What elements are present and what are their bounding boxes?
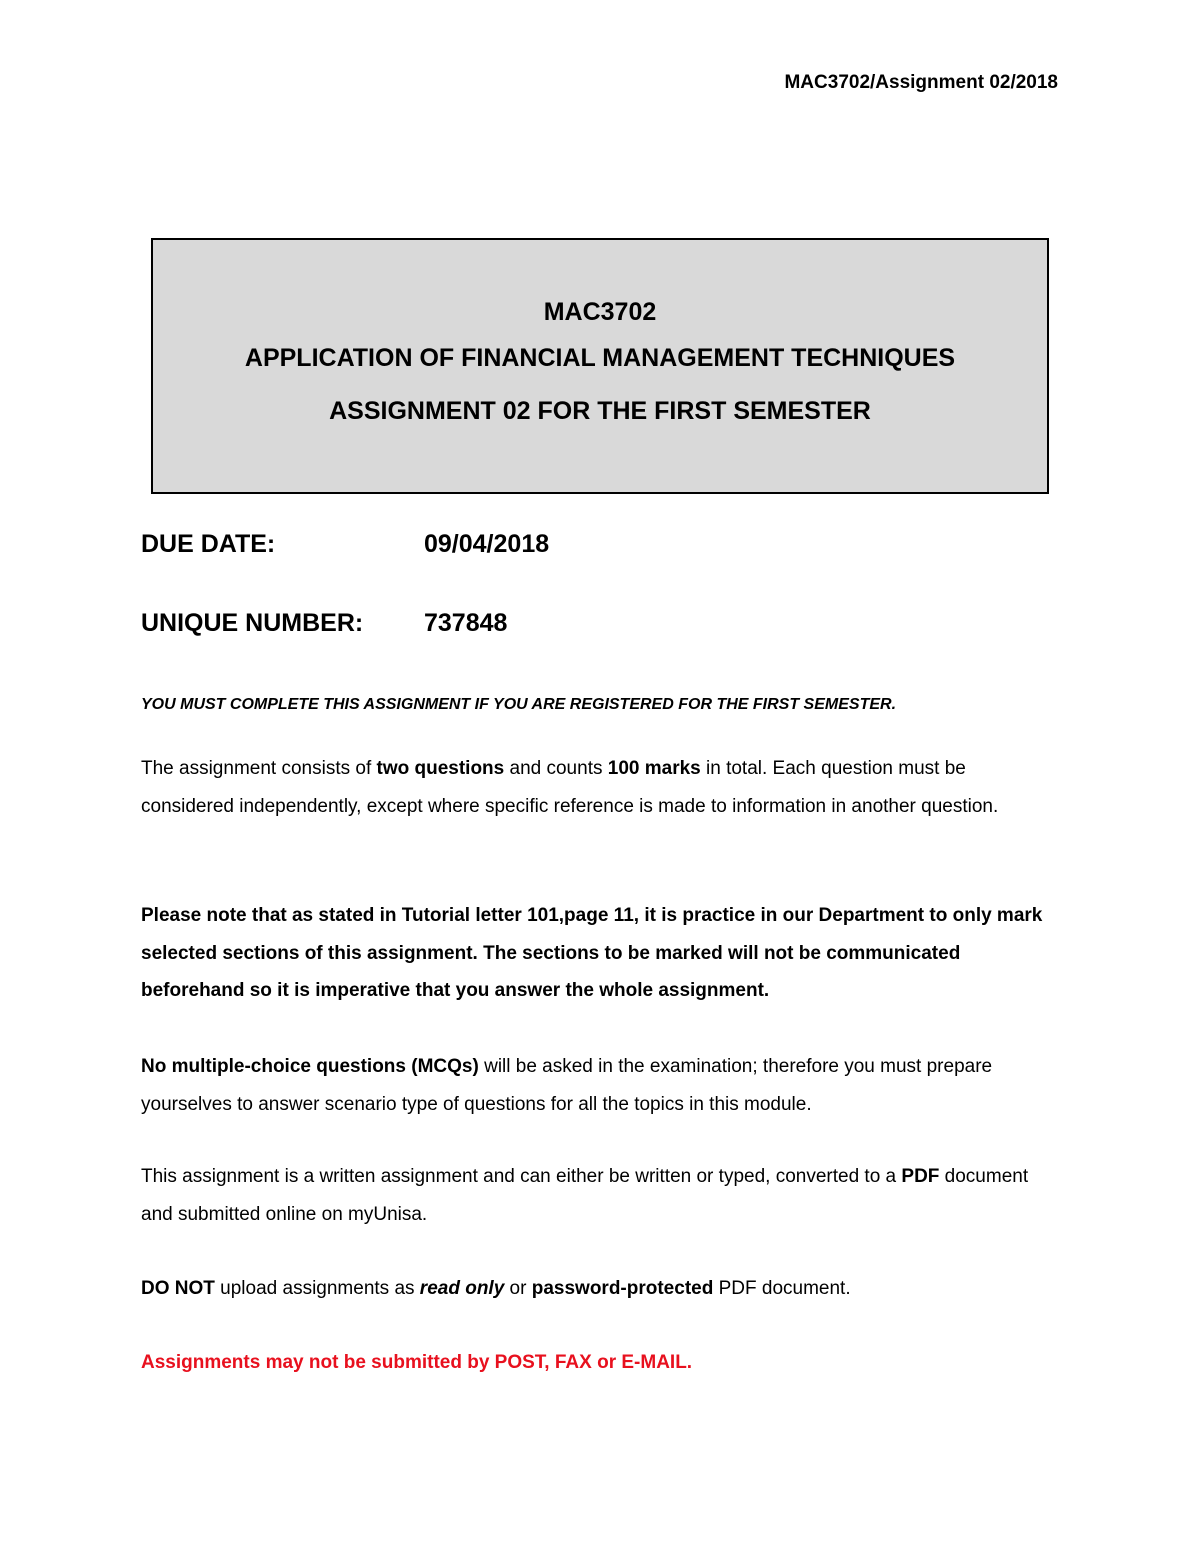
marking-note-paragraph: Please note that as stated in Tutorial letter 101,page 11, it is practice in our Department to only mark selected sections of this assignment. The sections to be marked will not be communicated beforehand so it is imperative that you answer the whole assignment. <box>141 905 1043 1001</box>
overview-text-c: and counts <box>504 758 608 779</box>
submission-format-paragraph <box>141 1158 1061 1233</box>
mcq-text: will be asked in the examination; therefore you must prepare yourselves to answer scenario type of questions for all the topics in this module. <box>141 1056 993 1115</box>
due-date-row <box>141 530 550 559</box>
overview-bold-questions: two questions <box>376 758 505 779</box>
assignment-title: ASSIGNMENT 02 FOR THE FIRST SEMESTER <box>329 397 871 425</box>
mcq-paragraph <box>141 1048 1061 1123</box>
submission-text-a: This assignment is a written assignment and can either be written or typed, converted to a <box>141 1166 902 1187</box>
upload-bold-password: password-protected <box>531 1278 714 1299</box>
submission-text-c: document and submitted online on myUnisa. <box>141 1166 1029 1225</box>
upload-italic-read-only: read only <box>419 1278 505 1299</box>
overview-text-e: in total. Each question must be considered independently, except where specific reference is made to information in another question. <box>141 758 999 817</box>
registration-notice: YOU MUST COMPLETE THIS ASSIGNMENT IF YOU ARE REGISTERED FOR THE FIRST SEMESTER. <box>141 696 897 713</box>
mcq-bold-text: No multiple-choice questions (MCQs) <box>141 1056 479 1077</box>
upload-bold-do-not: DO NOT <box>141 1278 215 1299</box>
module-code: MAC3702 <box>543 298 657 326</box>
submission-bold-pdf: PDF <box>901 1166 940 1187</box>
upload-warning-paragraph <box>141 1270 1061 1308</box>
due-date-label: DUE DATE: <box>141 530 276 558</box>
title-box <box>151 238 1049 494</box>
unique-number-value: 737848 <box>424 609 508 637</box>
submission-restriction-warning: Assignments may not be submitted by POST, FAX or E-MAIL. <box>141 1352 693 1373</box>
overview-text-a: The assignment consists of <box>141 758 377 779</box>
unique-number-label: UNIQUE NUMBER: <box>141 609 364 637</box>
due-date-value: 09/04/2018 <box>424 530 550 558</box>
assignment-overview-paragraph <box>141 750 1061 825</box>
overview-bold-marks: 100 marks <box>607 758 701 779</box>
upload-text-f: PDF document. <box>713 1278 851 1299</box>
module-title: APPLICATION OF FINANCIAL MANAGEMENT TECHNIQUES <box>244 344 956 372</box>
upload-text-b: upload assignments as <box>214 1278 420 1299</box>
unique-number-row <box>141 609 508 638</box>
upload-text-d: or <box>504 1278 532 1299</box>
running-header: MAC3702/Assignment 02/2018 <box>784 72 1058 93</box>
